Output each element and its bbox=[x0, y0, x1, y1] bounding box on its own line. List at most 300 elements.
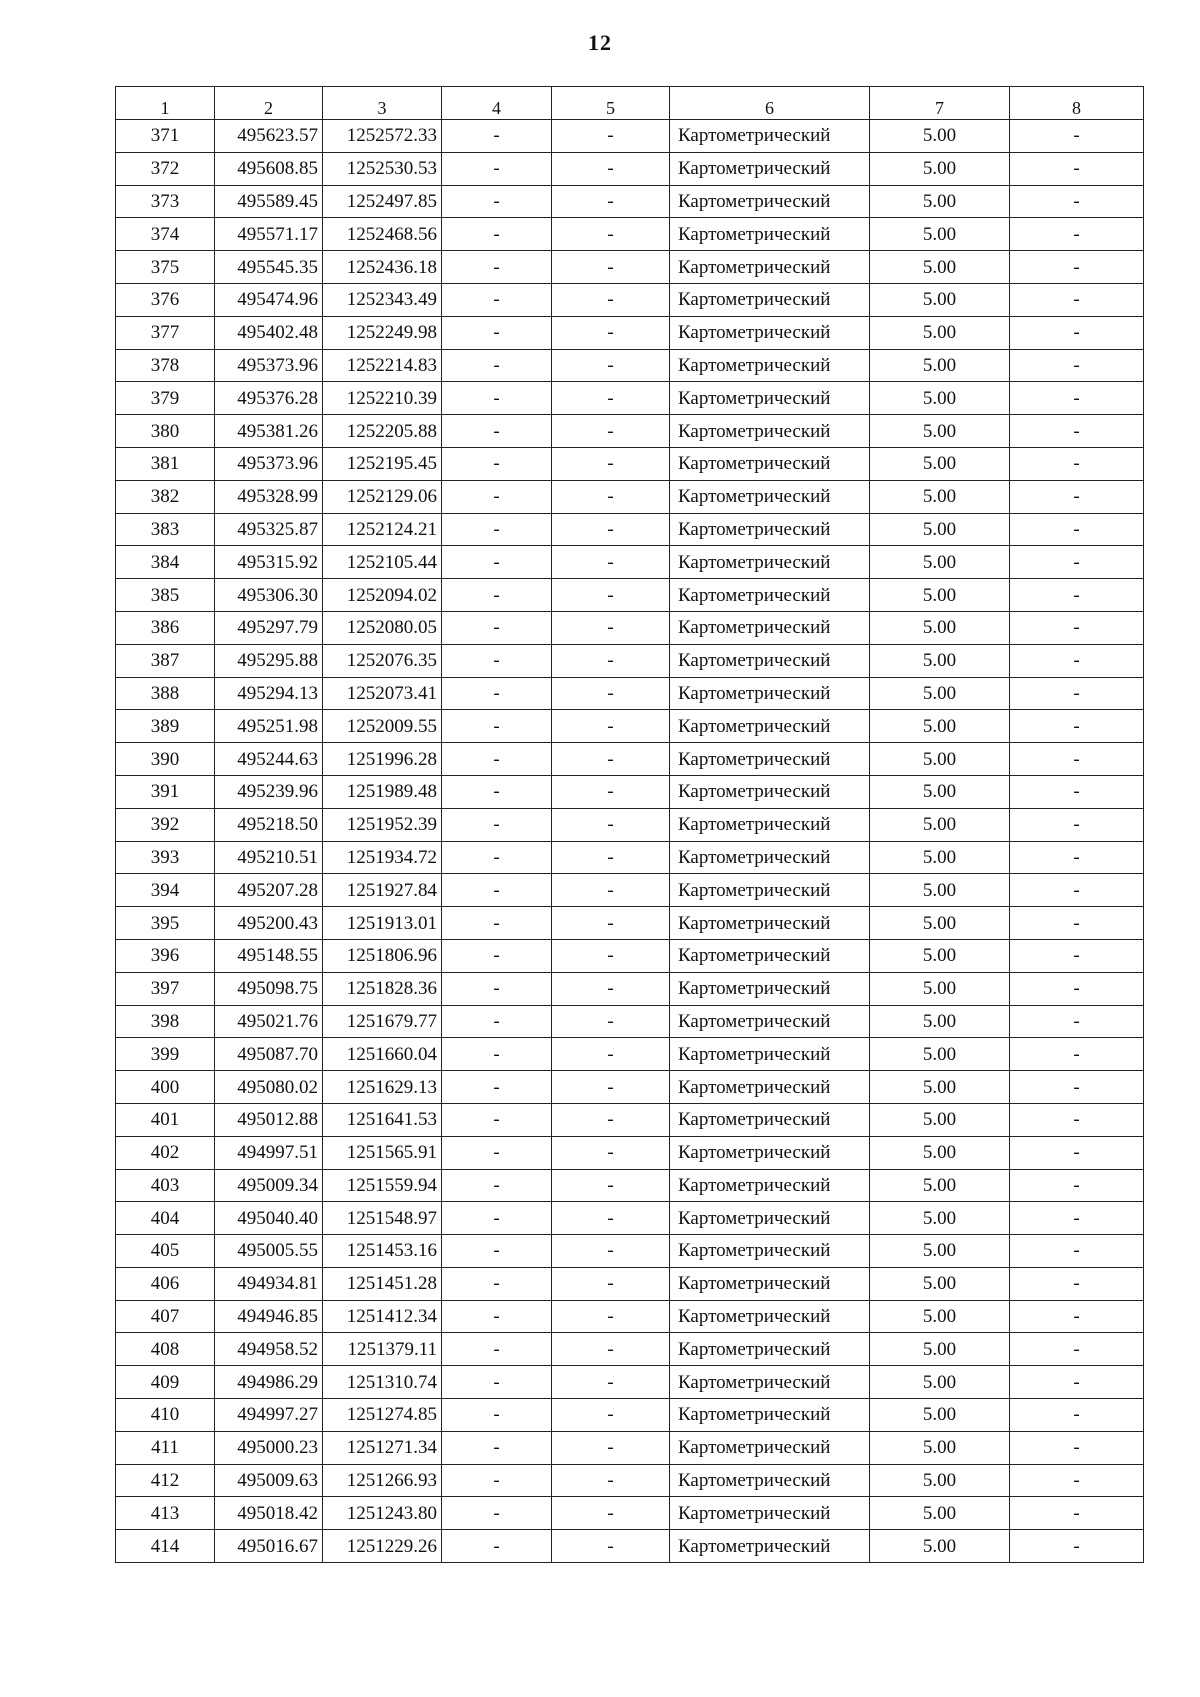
y-coordinate-cell: 1252076.35 bbox=[323, 644, 442, 677]
table-row bbox=[116, 480, 1144, 513]
x-coordinate-cell: 495328.99 bbox=[215, 480, 323, 513]
y-coordinate-cell: 1251243.80 bbox=[323, 1497, 442, 1530]
x-coordinate-cell: 495589.45 bbox=[215, 185, 323, 218]
table-row bbox=[116, 710, 1144, 743]
x-coordinate-cell: 495376.28 bbox=[215, 382, 323, 415]
col8-cell: - bbox=[1010, 579, 1144, 612]
accuracy-cell: 5.00 bbox=[870, 349, 1010, 382]
y-coordinate-cell: 1252214.83 bbox=[323, 349, 442, 382]
col4-cell: - bbox=[442, 775, 552, 808]
table-row bbox=[116, 1300, 1144, 1333]
col5-cell: - bbox=[552, 907, 670, 940]
table-row bbox=[116, 382, 1144, 415]
column-header-4: 4 bbox=[442, 87, 552, 120]
accuracy-cell: 5.00 bbox=[870, 808, 1010, 841]
col8-cell: - bbox=[1010, 710, 1144, 743]
col5-cell: - bbox=[552, 513, 670, 546]
table-row bbox=[116, 1431, 1144, 1464]
accuracy-cell: 5.00 bbox=[870, 579, 1010, 612]
table-row bbox=[116, 513, 1144, 546]
method-cell: Картометрический bbox=[670, 316, 870, 349]
col5-cell: - bbox=[552, 1005, 670, 1038]
col5-cell: - bbox=[552, 677, 670, 710]
point-number-cell: 400 bbox=[116, 1071, 215, 1104]
col4-cell: - bbox=[442, 644, 552, 677]
point-number-cell: 409 bbox=[116, 1366, 215, 1399]
accuracy-cell: 5.00 bbox=[870, 874, 1010, 907]
method-cell: Картометрический bbox=[670, 251, 870, 284]
accuracy-cell: 5.00 bbox=[870, 1300, 1010, 1333]
point-number-cell: 374 bbox=[116, 218, 215, 251]
point-number-cell: 403 bbox=[116, 1169, 215, 1202]
col5-cell: - bbox=[552, 152, 670, 185]
point-number-cell: 377 bbox=[116, 316, 215, 349]
page-number: 12 bbox=[588, 30, 612, 55]
accuracy-cell: 5.00 bbox=[870, 480, 1010, 513]
point-number-cell: 385 bbox=[116, 579, 215, 612]
x-coordinate-cell: 495297.79 bbox=[215, 611, 323, 644]
table-row bbox=[116, 447, 1144, 480]
point-number-cell: 389 bbox=[116, 710, 215, 743]
point-number-cell: 401 bbox=[116, 1103, 215, 1136]
table-row bbox=[116, 677, 1144, 710]
table-row bbox=[116, 939, 1144, 972]
col4-cell: - bbox=[442, 1103, 552, 1136]
accuracy-cell: 5.00 bbox=[870, 1071, 1010, 1104]
x-coordinate-cell: 494997.27 bbox=[215, 1399, 323, 1432]
col8-cell: - bbox=[1010, 1431, 1144, 1464]
x-coordinate-cell: 495009.63 bbox=[215, 1464, 323, 1497]
col8-cell: - bbox=[1010, 382, 1144, 415]
x-coordinate-cell: 495018.42 bbox=[215, 1497, 323, 1530]
x-coordinate-cell: 494934.81 bbox=[215, 1267, 323, 1300]
col4-cell: - bbox=[442, 1464, 552, 1497]
point-number-cell: 391 bbox=[116, 775, 215, 808]
table-row bbox=[116, 611, 1144, 644]
x-coordinate-cell: 495306.30 bbox=[215, 579, 323, 612]
table-row bbox=[116, 283, 1144, 316]
col4-cell: - bbox=[442, 1333, 552, 1366]
point-number-cell: 399 bbox=[116, 1038, 215, 1071]
x-coordinate-cell: 495373.96 bbox=[215, 349, 323, 382]
x-coordinate-cell: 495009.34 bbox=[215, 1169, 323, 1202]
accuracy-cell: 5.00 bbox=[870, 743, 1010, 776]
col5-cell: - bbox=[552, 185, 670, 218]
y-coordinate-cell: 1251934.72 bbox=[323, 841, 442, 874]
col8-cell: - bbox=[1010, 611, 1144, 644]
accuracy-cell: 5.00 bbox=[870, 1038, 1010, 1071]
x-coordinate-cell: 495207.28 bbox=[215, 874, 323, 907]
accuracy-cell: 5.00 bbox=[870, 1235, 1010, 1268]
accuracy-cell: 5.00 bbox=[870, 546, 1010, 579]
table-row bbox=[116, 349, 1144, 382]
col4-cell: - bbox=[442, 218, 552, 251]
accuracy-cell: 5.00 bbox=[870, 1103, 1010, 1136]
point-number-cell: 411 bbox=[116, 1431, 215, 1464]
x-coordinate-cell: 495239.96 bbox=[215, 775, 323, 808]
col5-cell: - bbox=[552, 743, 670, 776]
x-coordinate-cell: 495021.76 bbox=[215, 1005, 323, 1038]
method-cell: Картометрический bbox=[670, 152, 870, 185]
method-cell: Картометрический bbox=[670, 415, 870, 448]
col5-cell: - bbox=[552, 1071, 670, 1104]
x-coordinate-cell: 495608.85 bbox=[215, 152, 323, 185]
col8-cell: - bbox=[1010, 415, 1144, 448]
table-row bbox=[116, 972, 1144, 1005]
accuracy-cell: 5.00 bbox=[870, 939, 1010, 972]
accuracy-cell: 5.00 bbox=[870, 251, 1010, 284]
y-coordinate-cell: 1252129.06 bbox=[323, 480, 442, 513]
col5-cell: - bbox=[552, 579, 670, 612]
col5-cell: - bbox=[552, 1136, 670, 1169]
table-row bbox=[116, 1366, 1144, 1399]
col4-cell: - bbox=[442, 152, 552, 185]
method-cell: Картометрический bbox=[670, 1300, 870, 1333]
table-row bbox=[116, 415, 1144, 448]
method-cell: Картометрический bbox=[670, 874, 870, 907]
point-number-cell: 375 bbox=[116, 251, 215, 284]
table-row bbox=[116, 120, 1144, 153]
y-coordinate-cell: 1251548.97 bbox=[323, 1202, 442, 1235]
method-cell: Картометрический bbox=[670, 1136, 870, 1169]
y-coordinate-cell: 1251952.39 bbox=[323, 808, 442, 841]
col5-cell: - bbox=[552, 1497, 670, 1530]
col5-cell: - bbox=[552, 120, 670, 153]
method-cell: Картометрический bbox=[670, 1235, 870, 1268]
point-number-cell: 407 bbox=[116, 1300, 215, 1333]
x-coordinate-cell: 494958.52 bbox=[215, 1333, 323, 1366]
method-cell: Картометрический bbox=[670, 644, 870, 677]
col5-cell: - bbox=[552, 1366, 670, 1399]
accuracy-cell: 5.00 bbox=[870, 1431, 1010, 1464]
col5-cell: - bbox=[552, 939, 670, 972]
col5-cell: - bbox=[552, 316, 670, 349]
col8-cell: - bbox=[1010, 907, 1144, 940]
col4-cell: - bbox=[442, 1071, 552, 1104]
point-number-cell: 413 bbox=[116, 1497, 215, 1530]
col5-cell: - bbox=[552, 349, 670, 382]
table-row bbox=[116, 1038, 1144, 1071]
col5-cell: - bbox=[552, 415, 670, 448]
y-coordinate-cell: 1252073.41 bbox=[323, 677, 442, 710]
col8-cell: - bbox=[1010, 152, 1144, 185]
point-number-cell: 402 bbox=[116, 1136, 215, 1169]
col5-cell: - bbox=[552, 611, 670, 644]
x-coordinate-cell: 495251.98 bbox=[215, 710, 323, 743]
y-coordinate-cell: 1251266.93 bbox=[323, 1464, 442, 1497]
table-row bbox=[116, 1005, 1144, 1038]
method-cell: Картометрический bbox=[670, 1071, 870, 1104]
y-coordinate-cell: 1252124.21 bbox=[323, 513, 442, 546]
col4-cell: - bbox=[442, 939, 552, 972]
col4-cell: - bbox=[442, 546, 552, 579]
table-row bbox=[116, 1530, 1144, 1563]
column-header-3: 3 bbox=[323, 87, 442, 120]
col5-cell: - bbox=[552, 382, 670, 415]
y-coordinate-cell: 1252094.02 bbox=[323, 579, 442, 612]
x-coordinate-cell: 495200.43 bbox=[215, 907, 323, 940]
col4-cell: - bbox=[442, 251, 552, 284]
x-coordinate-cell: 495623.57 bbox=[215, 120, 323, 153]
x-coordinate-cell: 495571.17 bbox=[215, 218, 323, 251]
point-number-cell: 390 bbox=[116, 743, 215, 776]
method-cell: Картометрический bbox=[670, 841, 870, 874]
column-header-6: 6 bbox=[670, 87, 870, 120]
y-coordinate-cell: 1251379.11 bbox=[323, 1333, 442, 1366]
y-coordinate-cell: 1252195.45 bbox=[323, 447, 442, 480]
method-cell: Картометрический bbox=[670, 513, 870, 546]
col4-cell: - bbox=[442, 1366, 552, 1399]
col5-cell: - bbox=[552, 1103, 670, 1136]
table-body bbox=[116, 120, 1144, 1563]
point-number-cell: 398 bbox=[116, 1005, 215, 1038]
method-cell: Картометрический bbox=[670, 1038, 870, 1071]
table-row bbox=[116, 1103, 1144, 1136]
col4-cell: - bbox=[442, 480, 552, 513]
col4-cell: - bbox=[442, 120, 552, 153]
table-row bbox=[116, 1136, 1144, 1169]
col4-cell: - bbox=[442, 874, 552, 907]
point-number-cell: 412 bbox=[116, 1464, 215, 1497]
point-number-cell: 378 bbox=[116, 349, 215, 382]
y-coordinate-cell: 1252436.18 bbox=[323, 251, 442, 284]
x-coordinate-cell: 495148.55 bbox=[215, 939, 323, 972]
x-coordinate-cell: 495040.40 bbox=[215, 1202, 323, 1235]
point-number-cell: 393 bbox=[116, 841, 215, 874]
accuracy-cell: 5.00 bbox=[870, 644, 1010, 677]
method-cell: Картометрический bbox=[670, 775, 870, 808]
col4-cell: - bbox=[442, 841, 552, 874]
col8-cell: - bbox=[1010, 644, 1144, 677]
col4-cell: - bbox=[442, 283, 552, 316]
accuracy-cell: 5.00 bbox=[870, 841, 1010, 874]
col5-cell: - bbox=[552, 644, 670, 677]
table-row bbox=[116, 874, 1144, 907]
accuracy-cell: 5.00 bbox=[870, 1497, 1010, 1530]
accuracy-cell: 5.00 bbox=[870, 1136, 1010, 1169]
col5-cell: - bbox=[552, 1202, 670, 1235]
point-number-cell: 392 bbox=[116, 808, 215, 841]
accuracy-cell: 5.00 bbox=[870, 415, 1010, 448]
table-row bbox=[116, 1169, 1144, 1202]
col4-cell: - bbox=[442, 349, 552, 382]
col5-cell: - bbox=[552, 1235, 670, 1268]
col4-cell: - bbox=[442, 1399, 552, 1432]
point-number-cell: 380 bbox=[116, 415, 215, 448]
method-cell: Картометрический bbox=[670, 611, 870, 644]
y-coordinate-cell: 1251996.28 bbox=[323, 743, 442, 776]
x-coordinate-cell: 495016.67 bbox=[215, 1530, 323, 1563]
col5-cell: - bbox=[552, 1431, 670, 1464]
table-row bbox=[116, 1464, 1144, 1497]
point-number-cell: 376 bbox=[116, 283, 215, 316]
col5-cell: - bbox=[552, 283, 670, 316]
col5-cell: - bbox=[552, 808, 670, 841]
column-header-1: 1 bbox=[116, 87, 215, 120]
col5-cell: - bbox=[552, 1300, 670, 1333]
x-coordinate-cell: 494946.85 bbox=[215, 1300, 323, 1333]
point-number-cell: 387 bbox=[116, 644, 215, 677]
col8-cell: - bbox=[1010, 1103, 1144, 1136]
x-coordinate-cell: 494986.29 bbox=[215, 1366, 323, 1399]
table-row bbox=[116, 1497, 1144, 1530]
col5-cell: - bbox=[552, 447, 670, 480]
table-header-row bbox=[116, 87, 1144, 120]
method-cell: Картометрический bbox=[670, 480, 870, 513]
col8-cell: - bbox=[1010, 939, 1144, 972]
table-row bbox=[116, 185, 1144, 218]
col4-cell: - bbox=[442, 1267, 552, 1300]
y-coordinate-cell: 1251559.94 bbox=[323, 1169, 442, 1202]
table-row bbox=[116, 644, 1144, 677]
accuracy-cell: 5.00 bbox=[870, 710, 1010, 743]
col8-cell: - bbox=[1010, 1169, 1144, 1202]
method-cell: Картометрический bbox=[670, 382, 870, 415]
col8-cell: - bbox=[1010, 1202, 1144, 1235]
accuracy-cell: 5.00 bbox=[870, 1464, 1010, 1497]
col5-cell: - bbox=[552, 251, 670, 284]
col4-cell: - bbox=[442, 808, 552, 841]
accuracy-cell: 5.00 bbox=[870, 513, 1010, 546]
col4-cell: - bbox=[442, 743, 552, 776]
col4-cell: - bbox=[442, 1005, 552, 1038]
col4-cell: - bbox=[442, 316, 552, 349]
table-row bbox=[116, 775, 1144, 808]
point-number-cell: 381 bbox=[116, 447, 215, 480]
table-row bbox=[116, 579, 1144, 612]
accuracy-cell: 5.00 bbox=[870, 316, 1010, 349]
x-coordinate-cell: 495545.35 bbox=[215, 251, 323, 284]
col5-cell: - bbox=[552, 841, 670, 874]
method-cell: Картометрический bbox=[670, 743, 870, 776]
table-row bbox=[116, 546, 1144, 579]
method-cell: Картометрический bbox=[670, 1399, 870, 1432]
point-number-cell: 406 bbox=[116, 1267, 215, 1300]
col8-cell: - bbox=[1010, 120, 1144, 153]
x-coordinate-cell: 495295.88 bbox=[215, 644, 323, 677]
table-row bbox=[116, 841, 1144, 874]
method-cell: Картометрический bbox=[670, 1333, 870, 1366]
col4-cell: - bbox=[442, 382, 552, 415]
point-number-cell: 379 bbox=[116, 382, 215, 415]
point-number-cell: 372 bbox=[116, 152, 215, 185]
y-coordinate-cell: 1252343.49 bbox=[323, 283, 442, 316]
col5-cell: - bbox=[552, 1399, 670, 1432]
point-number-cell: 396 bbox=[116, 939, 215, 972]
coordinates-table bbox=[115, 86, 1144, 1563]
col5-cell: - bbox=[552, 710, 670, 743]
col4-cell: - bbox=[442, 415, 552, 448]
col8-cell: - bbox=[1010, 1071, 1144, 1104]
table-row bbox=[116, 152, 1144, 185]
col8-cell: - bbox=[1010, 677, 1144, 710]
x-coordinate-cell: 495402.48 bbox=[215, 316, 323, 349]
y-coordinate-cell: 1252572.33 bbox=[323, 120, 442, 153]
col8-cell: - bbox=[1010, 874, 1144, 907]
accuracy-cell: 5.00 bbox=[870, 775, 1010, 808]
method-cell: Картометрический bbox=[670, 579, 870, 612]
table-row bbox=[116, 808, 1144, 841]
method-cell: Картометрический bbox=[670, 1103, 870, 1136]
accuracy-cell: 5.00 bbox=[870, 218, 1010, 251]
y-coordinate-cell: 1252105.44 bbox=[323, 546, 442, 579]
method-cell: Картометрический bbox=[670, 218, 870, 251]
col8-cell: - bbox=[1010, 1333, 1144, 1366]
x-coordinate-cell: 495005.55 bbox=[215, 1235, 323, 1268]
col8-cell: - bbox=[1010, 185, 1144, 218]
method-cell: Картометрический bbox=[670, 185, 870, 218]
col4-cell: - bbox=[442, 907, 552, 940]
y-coordinate-cell: 1252530.53 bbox=[323, 152, 442, 185]
x-coordinate-cell: 495373.96 bbox=[215, 447, 323, 480]
accuracy-cell: 5.00 bbox=[870, 1202, 1010, 1235]
x-coordinate-cell: 495218.50 bbox=[215, 808, 323, 841]
table-row bbox=[116, 743, 1144, 776]
col8-cell: - bbox=[1010, 546, 1144, 579]
col4-cell: - bbox=[442, 1169, 552, 1202]
table-row bbox=[116, 251, 1144, 284]
col5-cell: - bbox=[552, 1169, 670, 1202]
method-cell: Картометрический bbox=[670, 283, 870, 316]
y-coordinate-cell: 1251989.48 bbox=[323, 775, 442, 808]
col5-cell: - bbox=[552, 218, 670, 251]
accuracy-cell: 5.00 bbox=[870, 120, 1010, 153]
point-number-cell: 397 bbox=[116, 972, 215, 1005]
y-coordinate-cell: 1251913.01 bbox=[323, 907, 442, 940]
col8-cell: - bbox=[1010, 1038, 1144, 1071]
col5-cell: - bbox=[552, 546, 670, 579]
method-cell: Картометрический bbox=[670, 1431, 870, 1464]
table-row bbox=[116, 1235, 1144, 1268]
accuracy-cell: 5.00 bbox=[870, 1399, 1010, 1432]
method-cell: Картометрический bbox=[670, 1267, 870, 1300]
accuracy-cell: 5.00 bbox=[870, 382, 1010, 415]
col8-cell: - bbox=[1010, 1464, 1144, 1497]
accuracy-cell: 5.00 bbox=[870, 972, 1010, 1005]
col8-cell: - bbox=[1010, 1530, 1144, 1563]
point-number-cell: 373 bbox=[116, 185, 215, 218]
x-coordinate-cell: 495315.92 bbox=[215, 546, 323, 579]
accuracy-cell: 5.00 bbox=[870, 1005, 1010, 1038]
y-coordinate-cell: 1252205.88 bbox=[323, 415, 442, 448]
col5-cell: - bbox=[552, 972, 670, 1005]
col8-cell: - bbox=[1010, 1399, 1144, 1432]
col8-cell: - bbox=[1010, 1235, 1144, 1268]
x-coordinate-cell: 495012.88 bbox=[215, 1103, 323, 1136]
col4-cell: - bbox=[442, 972, 552, 1005]
point-number-cell: 384 bbox=[116, 546, 215, 579]
accuracy-cell: 5.00 bbox=[870, 283, 1010, 316]
point-number-cell: 405 bbox=[116, 1235, 215, 1268]
col8-cell: - bbox=[1010, 316, 1144, 349]
accuracy-cell: 5.00 bbox=[870, 1267, 1010, 1300]
y-coordinate-cell: 1251310.74 bbox=[323, 1366, 442, 1399]
point-number-cell: 408 bbox=[116, 1333, 215, 1366]
y-coordinate-cell: 1251660.04 bbox=[323, 1038, 442, 1071]
point-number-cell: 394 bbox=[116, 874, 215, 907]
col5-cell: - bbox=[552, 1464, 670, 1497]
col4-cell: - bbox=[442, 677, 552, 710]
x-coordinate-cell: 495244.63 bbox=[215, 743, 323, 776]
x-coordinate-cell: 494997.51 bbox=[215, 1136, 323, 1169]
y-coordinate-cell: 1252009.55 bbox=[323, 710, 442, 743]
col4-cell: - bbox=[442, 1235, 552, 1268]
col5-cell: - bbox=[552, 1038, 670, 1071]
accuracy-cell: 5.00 bbox=[870, 1366, 1010, 1399]
col4-cell: - bbox=[442, 513, 552, 546]
method-cell: Картометрический bbox=[670, 1464, 870, 1497]
table-row bbox=[116, 218, 1144, 251]
